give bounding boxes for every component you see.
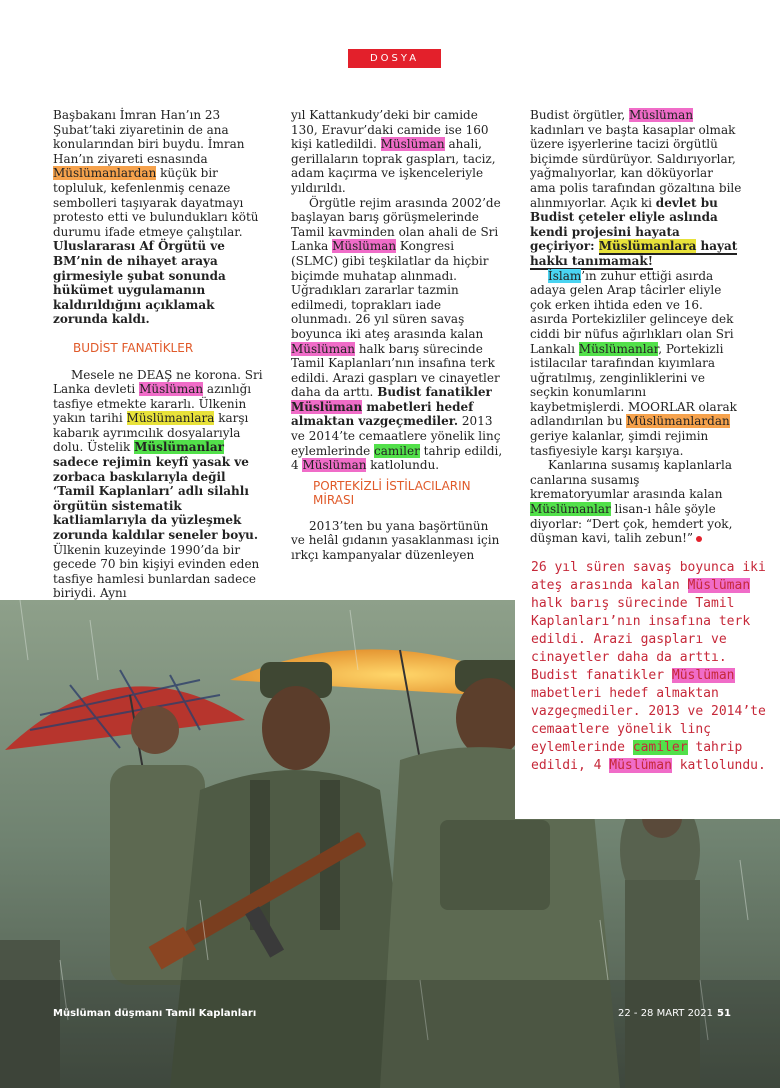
highlight: Müslüman [291,341,356,356]
text-column-2 [291,108,503,563]
highlight: Müslüman [380,137,445,152]
photo-caption: Müslüman düşmanı Tamil Kaplanları [53,1008,257,1019]
paragraph [530,108,742,269]
text-run: Başbakanı İmran Han’ın 23 Şubat’taki ziyaretinin de ana konularından biri buydu. İmran Han’ın ziyareti esnasında [53,108,245,166]
text-run: tahrip edildi, 4 [531,740,743,773]
text-run: yıl Kattankudy’deki bir camide 130, Eravur’daki camide ise 160 kişi katledildi. [291,108,489,152]
pull-quote-box [515,557,780,819]
highlight: Müslüman [139,382,204,397]
text-run: , Portekizli istilacılar tarafından kıyımlara uğratılmış, zenginliklerini ve seçkin konumlarını kaybetmişlerdi. MOORLAR olarak adlandırılan bu [530,341,737,429]
subheading: BUDİST FANATİKLER [73,340,194,355]
highlight: İslam [548,268,582,283]
highlight: Müslümanlar [578,341,659,356]
highlight: camiler [632,740,688,755]
highlight: Müslüman [609,758,672,773]
highlight: Müslüman [629,108,694,122]
paragraph [291,196,503,473]
text-run: lisan-ı hâle şöyle diyorlar: “Dert çok, hemdert yok, düşman kavi, talih zebun!” [530,502,733,546]
highlight: Müslümanlardan [626,414,730,429]
text-run: mabetleri hedef almaktan vazgeçmediler. 2013 ve 2014’te cemaatlere yönelik linç eylemlerinde [531,686,766,755]
page-number: 51 [717,1008,731,1019]
bold-text: hayat hakkı tanımamak! [530,239,738,268]
paragraph [53,368,265,602]
text-run: Ülkenin kuzeyinde 1990’da bir gecede 70 bin kişiyi evinden eden tasfiye hamlesi bunlardan sadece biriydi. Aynı [53,542,260,601]
folio [618,1008,731,1019]
paragraph [291,108,503,196]
paragraph [53,108,265,327]
text-run: halk barış sürecinde Tamil Kaplanları’nın insafına terk edildi. Arazi gaspları ve cinayetler daha da arttı. [291,341,500,400]
highlight: Müslüman [302,458,367,473]
text-column-3 [530,108,742,546]
text-column-1 [53,108,265,601]
text-run: Mesele ne DEAŞ ne korona. Sri Lanka devleti [53,367,263,397]
bold-text: mabetleri hedef almaktan vazgeçmediler. [291,399,474,429]
end-mark-icon [696,536,702,542]
highlight: Müslümanlar [530,502,611,517]
highlight: Müslümanlara [598,239,697,254]
highlight: camiler [374,443,420,458]
highlight: Müslümanlardan [53,166,157,181]
bold-text: Budist fanatikler [377,385,492,400]
section-badge: DOSYA [348,49,441,68]
bold-text: Uluslararası Af Örgütü ve BM’nin de nihayet araya girmesiyle şubat sonunda hükümet uygulamanın kaldırıldığını açıklamak zorunda kaldı. [53,239,226,327]
highlight: Müslümanlara [126,411,215,426]
paragraph [530,269,742,459]
text-run: Kanlarına susamış kaplanlarla canlarına susamış krematoryumlar arasında kalan [530,458,733,502]
text-run: 26 yıl süren savaş boyunca iki ateş arasında kalan [531,560,766,593]
text-run: karşı kabarık ayrımcılık dosyalarıyla dolu. Üstelik [53,411,249,455]
text-run: halk barış sürecinde Tamil Kaplanları’nın insafına terk edildi. Arazi gaspları ve cinayetler daha da arttı. Budist fanatikler [531,596,751,683]
text-run: küçük bir topluluk, kefenlenmiş cenaze sembolleri taşıyarak dayatmayı protesto etti ve bulundukları kötü durumu ifade etmeye çalıştılar. [53,166,259,239]
text-run: katlolundu. [671,758,766,773]
text-run: katlolundu. [366,458,440,473]
highlight: Müslüman [687,578,751,593]
highlight: Müslüman [671,668,735,683]
bold-text: sadece rejimin keyfî yasak ve zorbaca baskılarıyla değil ‘Tamil Kaplanları’ adlı silahlı örgütün sistematik katliamlarıyla da yüzleşmek zorunda kaldılar seneler boyu. [53,455,259,543]
text-run: Örgütle rejim arasında 2002’de başlayan barış görüşmelerinde Tamil kavminden olan ahali de Sri Lanka [291,195,501,254]
paragraph: 2013’ten bu yana başörtünün ve helâl gıdanın yasaklanması için ırkçı kampanyalar düzenleyen [291,518,500,563]
text-run: tahrip edildi, 4 [291,443,503,473]
highlight: Müslümanlar [134,440,224,455]
highlight: Müslüman [332,239,397,254]
text-run: azınlığı tasfiye etmekte kararlı. Ülkenin yakın tarihi [53,382,252,426]
highlight: Müslüman [291,399,363,414]
text-run: Budist örgütler, [530,108,630,122]
text-run: kadınları ve başta kasaplar olmak üzere işyerlerine tacizi örgütlü biçimde sürdürüyor. Saldırıyorlar, yağmalıyorlar, kan döküyorlar ama polis tarafından gözaltına bile alınmıyorlar. Açık ki [530,122,742,210]
bold-text: devlet bu Budist çeteler eliyle aslında kendi projesini hayata geçiriyor: [530,195,718,254]
text-run: ’ın zuhur ettiği asırda adaya gelen Arap tâcirler eliyle çok erken ihtida eden ve 16. asırda Portekizliler gelinceye dek ciddi bir nüfus ağırlıkları olan Sri Lankalı [530,268,734,356]
pull-quote [531,559,771,775]
issue-date: 22 - 28 MART 2021 [618,1008,714,1019]
subheading: PORTEKİZLİ İSTİLACILARIN MİRASI [313,478,471,507]
paragraph [530,458,742,546]
text-run: 2013 ve 2014’te cemaatlere yönelik linç eylemlerinde [291,414,501,458]
text-run: ahali, gerillaların toprak gaspları, taciz, adam kaçırma ve işkenceleriyle yıldırıldı. [291,137,496,195]
text-run: geriye kalanlar, şimdi rejimin tasfiyesiyle karşı karşıya. [530,429,709,458]
text-run: Kongresi (SLMC) gibi teşkilatlar da hiçbir biçimde muhatap alınmadı. Uğradıkları zararlar tazmin edilmedi, toprakları iade olunmadı. 26 yıl süren savaş boyunca iki ateş arasında kalan [291,239,489,341]
